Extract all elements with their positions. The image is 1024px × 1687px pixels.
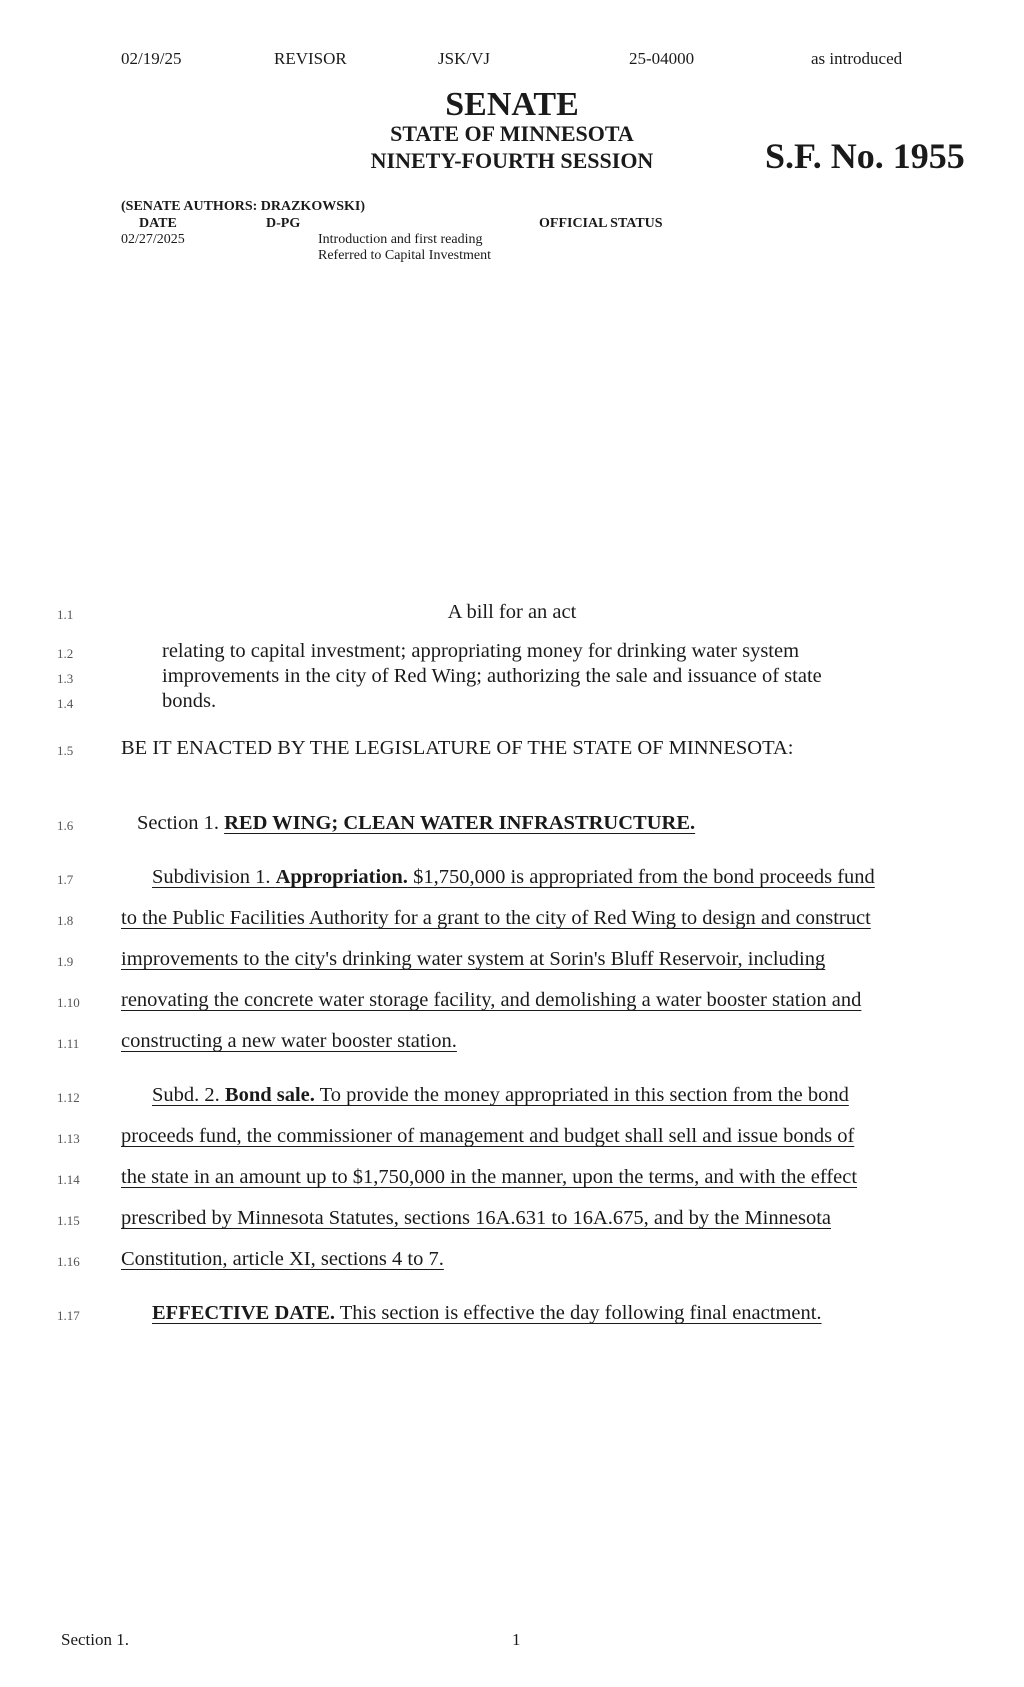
line-number: 1.2 [57, 646, 74, 661]
subdivision-label: Subdivision 1. [152, 866, 276, 888]
bill-text: proceeds fund, the commissioner of management and budget shall sell and issue bonds of [121, 1125, 855, 1147]
status-col-dpg: D-PG [266, 216, 301, 231]
status-col-official: OFFICIAL STATUS [539, 216, 663, 231]
chamber-title: SENATE [445, 86, 579, 123]
line-number: 1.11 [57, 1036, 80, 1051]
line-number: 1.17 [57, 1308, 80, 1323]
status-col-date: DATE [139, 216, 177, 231]
subdivision-heading: Bond sale. [224, 1084, 315, 1106]
bill-text: constructing a new water booster station. [121, 1030, 457, 1052]
section-label: Section 1. [137, 812, 225, 834]
bill-text: renovating the concrete water storage facility, and demolishing a water booster station and [121, 989, 862, 1011]
bill-text: the state in an amount up to $1,750,000 in the manner, upon the terms, and with the effect [121, 1166, 858, 1188]
bill-text: $1,750,000 is appropriated from the bond proceeds fund [407, 866, 875, 888]
footer-section: Section 1. [61, 1630, 129, 1649]
header-revisor: REVISOR [274, 49, 347, 68]
bill-text: to the Public Facilities Authority for a grant to the city of Red Wing to design and construct [121, 907, 871, 929]
header-date: 02/19/25 [121, 49, 182, 68]
status-entry-date: 02/27/2025 [121, 232, 185, 247]
subdivision-heading: Appropriation. [275, 866, 408, 888]
line-number: 1.1 [57, 607, 74, 622]
header-doc-number: 25-04000 [629, 49, 695, 68]
header-initials: JSK/VJ [438, 49, 490, 68]
line-number: 1.8 [57, 913, 74, 928]
line-number: 1.4 [57, 696, 74, 711]
header-version: as introduced [811, 49, 903, 68]
bill-title-line: relating to capital investment; appropriating money for drinking water system [162, 640, 800, 662]
page-number: 1 [512, 1630, 521, 1649]
subdivision-label: Subd. 2. [152, 1084, 225, 1106]
line-number: 1.13 [57, 1131, 80, 1146]
bill-heading: A bill for an act [447, 601, 577, 623]
status-entry-action: Introduction and first reading [318, 232, 483, 247]
bill-title-line: bonds. [162, 690, 217, 712]
session-title: NINETY-FOURTH SESSION [370, 148, 654, 173]
bill-text: To provide the money appropriated in this section from the bond [314, 1084, 849, 1106]
line-number: 1.7 [57, 872, 74, 887]
bill-text: improvements to the city's drinking water system at Sorin's Bluff Reservoir, including [121, 948, 826, 970]
line-number: 1.5 [57, 743, 74, 758]
line-number: 1.6 [57, 818, 74, 833]
subdivision-1-line [152, 866, 875, 889]
bill-text: prescribed by Minnesota Statutes, sections 16A.631 to 16A.675, and by the Minnesota [121, 1207, 831, 1229]
line-number: 1.10 [57, 995, 80, 1010]
section-title: RED WING; CLEAN WATER INFRASTRUCTURE. [224, 812, 696, 834]
line-number: 1.9 [57, 954, 74, 969]
section-heading [137, 812, 695, 835]
bill-text: Constitution, article XI, sections 4 to 7. [121, 1248, 444, 1270]
enacting-clause: BE IT ENACTED BY THE LEGISLATURE OF THE STATE OF MINNESOTA: [121, 737, 794, 759]
line-number: 1.14 [57, 1172, 80, 1187]
state-title: STATE OF MINNESOTA [390, 121, 634, 146]
line-number: 1.15 [57, 1213, 80, 1228]
line-number: 1.16 [57, 1254, 80, 1269]
line-number: 1.3 [57, 671, 74, 686]
effective-date-heading: EFFECTIVE DATE. [152, 1302, 336, 1324]
subdivision-2-line [152, 1084, 849, 1107]
line-number: 1.12 [57, 1090, 80, 1105]
effective-date-line [152, 1302, 822, 1325]
senate-authors: (SENATE AUTHORS: DRAZKOWSKI) [121, 199, 366, 214]
file-number: S.F. No. 1955 [765, 136, 965, 176]
status-entry-referral: Referred to Capital Investment [318, 248, 491, 263]
bill-text: This section is effective the day following final enactment. [335, 1302, 822, 1324]
bill-title-line: improvements in the city of Red Wing; authorizing the sale and issuance of state [162, 665, 822, 687]
